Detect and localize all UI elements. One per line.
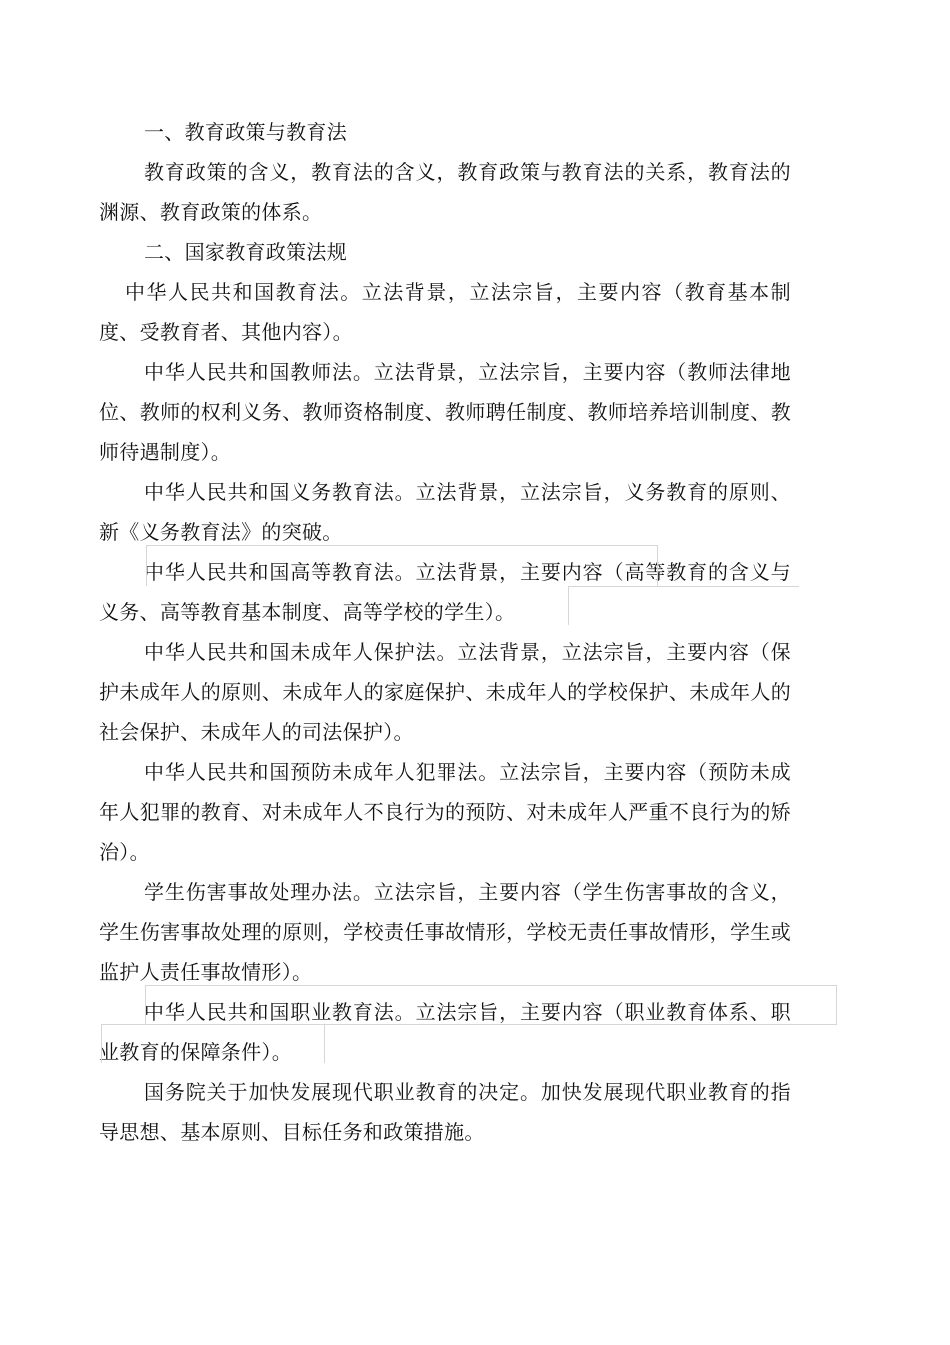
paragraph-compulsory-education-law: 中华人民共和国义务教育法。立法背景，立法宗旨，义务教育的原则、新《义务教育法》的突破。 xyxy=(99,480,791,544)
paragraph-student-injury-measures: 学生伤害事故处理办法。立法宗旨，主要内容（学生伤害事故的含义，学生伤害事故处理的原则，学校责任事故情形，学校无责任事故情形，学生或监护人责任事故情形）。 xyxy=(99,880,791,984)
section-heading-2: 二、国家教育政策法规 xyxy=(144,240,347,264)
document-body xyxy=(99,112,791,1152)
paragraph-state-council-decision: 国务院关于加快发展现代职业教育的决定。加快发展现代职业教育的指导思想、基本原则、目标任务和政策措施。 xyxy=(99,1080,791,1144)
paragraph-teachers-law: 中华人民共和国教师法。立法背景，立法宗旨，主要内容（教师法律地位、教师的权利义务、教师资格制度、教师聘任制度、教师培养培训制度、教师待遇制度）。 xyxy=(99,360,791,464)
paragraph-minors-protection-law: 中华人民共和国未成年人保护法。立法背景，立法宗旨，主要内容（保护未成年人的原则、未成年人的家庭保护、未成年人的学校保护、未成年人的社会保护、未成年人的司法保护）。 xyxy=(99,640,791,744)
paragraph-higher-education-law: 中华人民共和国高等教育法。立法背景，主要内容（高等教育的含义与义务、高等教育基本制度、高等学校的学生）。 xyxy=(99,560,791,624)
paragraph-vocational-education-law: 中华人民共和国职业教育法。立法宗旨，主要内容（职业教育体系、职业教育的保障条件）。 xyxy=(99,1000,791,1064)
section-heading-1: 一、教育政策与教育法 xyxy=(144,120,347,144)
paragraph-policy-overview: 教育政策的含义，教育法的含义，教育政策与教育法的关系，教育法的渊源、教育政策的体系。 xyxy=(99,160,791,224)
paragraph-education-law: 中华人民共和国教育法。立法背景，立法宗旨，主要内容（教育基本制度、受教育者、其他内容）。 xyxy=(99,280,791,344)
paragraph-juvenile-delinquency-law: 中华人民共和国预防未成年人犯罪法。立法宗旨，主要内容（预防未成年人犯罪的教育、对未成年人不良行为的预防、对未成年人严重不良行为的矫治）。 xyxy=(99,760,791,864)
